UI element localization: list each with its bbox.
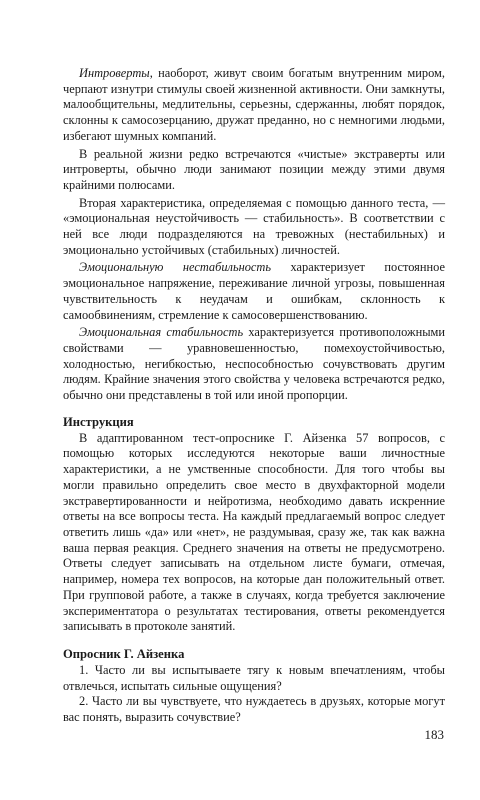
paragraph-emotional-stability-text: характеризуется противоположными свойствами — уравновешенностью, помехоустойчивостью, холодностью, негибкостью, неспособностью сочувствовать другим людям. Крайние значения этого свойства у человека встречаются редко, обычно они представлены в той или иной пропорции. <box>63 325 445 403</box>
paragraph-emotional-instability <box>63 260 445 323</box>
paragraph-second-characteristic: Вторая характеристика, определяемая с помощью данного теста, — «эмоциональная неустойчивость — стабильность». В соответствии с ней все люди подразделяются на тревожных (нестабильных) и эмоционально устойчивых (стабильных) личностей. <box>63 195 445 257</box>
instruction-text: В адаптированном тест-опроснике Г. Айзенка 57 вопросов, с помощью которых исследуются некоторые ваши личностные характеристики, а не умственные способности. Для того чтобы вы могли правильно определить свое место в двухфакторной модели экстравертированности и нейротизма, необходимо давать искренние ответы на все вопросы теста. На каждый предлагаемый вопрос следует ответить лишь «да» или «нет», не раздумывая, сразу же, так как важна ваша первая реакция. Среднего значения на ответы не предусмотрено. Ответы следует записывать на отдельном листе бумаги, отмечая, например, номера тех вопросов, на которые дан положительный ответ. При групповой работе, а также в случаях, когда требуется заключение экспериментатора о результатах тестирования, ответы рекомендуется записывать в протоколе занятий. <box>63 430 445 634</box>
question-item: 2. Часто ли вы чувствуете, что нуждаетесь в друзьях, которые могут вас понять, выразить сочувствие? <box>63 694 445 725</box>
term-introverts: Интроверты <box>79 66 150 80</box>
paragraph-emotional-stability <box>63 325 445 404</box>
paragraph-emotional-instability-text: характеризует постоянное эмоциональное напряжение, переживание личной угрозы, повышенная чувствительность к неудачам и ошибкам, склонность к самообвинениям, стремление к самосовершенствованию. <box>63 260 445 322</box>
term-emotional-instability: Эмоциональную нестабильность <box>79 260 272 275</box>
page-number: 183 <box>424 727 444 742</box>
instruction-heading: Инструкция <box>63 414 134 429</box>
paragraph-introverts-text: , наоборот, живут своим богатым внутренним миром, черпают изнутри стимулы своей жизненной активности. Они замкнуты, малообщительны, медлительны, серьезны, сдержанны, любят порядок, склонны к самосозерцанию, дружат преданно, но с немногими людьми, избегают шумных компаний. <box>63 66 445 143</box>
paragraph-introverts <box>63 66 445 145</box>
question-item: 1. Часто ли вы испытываете тягу к новым впечатлениям, чтобы отвлечься, испытать сильные ощущения? <box>63 662 445 693</box>
questionnaire-heading: Опросник Г. Айзенка <box>63 646 185 661</box>
term-emotional-stability: Эмоциональная стабильность <box>79 325 244 340</box>
page-content <box>63 66 445 726</box>
paragraph-pure-types: В реальной жизни редко встречаются «чистые» экстраверты или интроверты, обычно люди занимают позиции между этими двумя крайними полюсами. <box>63 146 445 192</box>
